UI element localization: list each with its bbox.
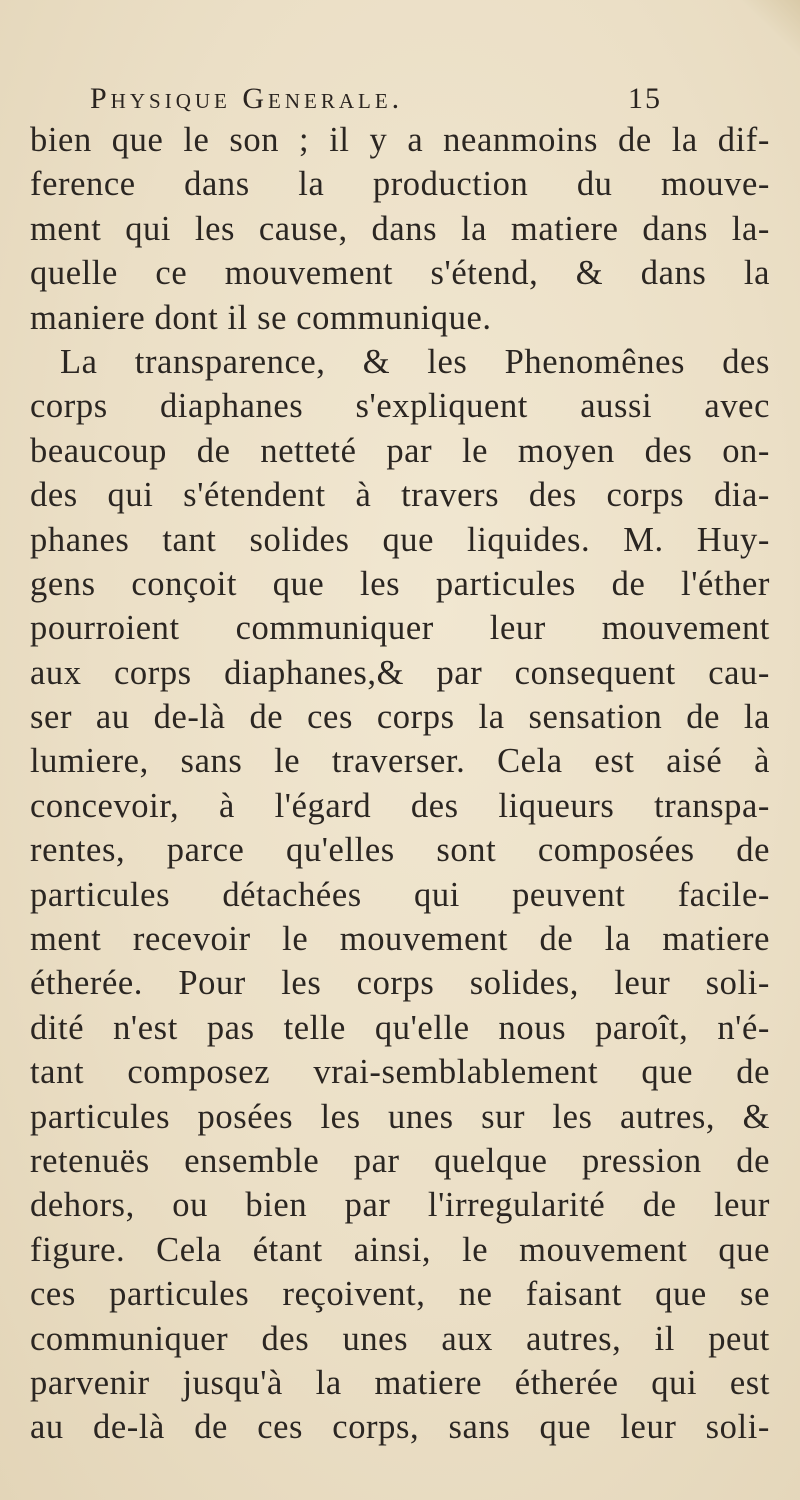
text-line: particules détachées qui peuvent facile- [30, 875, 770, 914]
text-line: corps diaphanes s'expliquent aussi avec [30, 387, 770, 426]
text-line: ment recevoir le mouvement de la matiere [30, 920, 770, 959]
running-head [90, 82, 660, 122]
text-line: phanes tant solides que liquides. M. Huy- [30, 520, 770, 559]
text-line: ces particules reçoivent, ne faisant que se [30, 1275, 770, 1314]
text-line: parvenir jusqu'à la matiere étherée qui est [30, 1363, 770, 1402]
text-line: des qui s'étendent à travers des corps dia- [30, 476, 770, 515]
text-line: figure. Cela étant ainsi, le mouvement que [30, 1230, 770, 1269]
running-title: Physique Generale. [90, 82, 404, 115]
text-line: aux corps diaphanes,& par consequent cau- [30, 653, 770, 692]
text-line: au de-là de ces corps, sans que leur soli- [30, 1408, 770, 1447]
text-line: communiquer des unes aux autres, il peut [30, 1319, 770, 1358]
text-line: maniere dont il se communique. [30, 298, 492, 337]
text-line: tant composez vrai-semblablement que de [30, 1053, 770, 1092]
text-line: concevoir, à l'égard des liqueurs transpa- [30, 786, 770, 825]
text-line: beaucoup de netteté par le moyen des on- [30, 431, 770, 470]
text-line: gens conçoit que les particules de l'éther [30, 564, 770, 603]
text-line: particules posées les unes sur les autres, & [30, 1097, 770, 1136]
text-line: bien que le son ; il y a neanmoins de la dif- [30, 121, 770, 159]
text-line: retenuës ensemble par quelque pression de [30, 1141, 770, 1180]
text-line: rentes, parce qu'elles sont composées de [30, 831, 770, 870]
text-line: étherée. Pour les corps solides, leur soli- [30, 964, 770, 1003]
text-line: dehors, ou bien par l'irregularité de leur [30, 1186, 770, 1225]
text-line: ment qui les cause, dans la matiere dans la- [30, 209, 770, 248]
text-line: La transparence, & les Phenomênes des [60, 342, 770, 381]
text-line: ser au de-là de ces corps la sensation de la [30, 698, 770, 737]
text-line: pourroient communiquer leur mouvement [30, 609, 770, 648]
text-line: lumiere, sans le traverser. Cela est aisé à [30, 742, 770, 781]
text-line: quelle ce mouvement s'étend, & dans la [30, 254, 770, 293]
page-number: 15 [628, 82, 662, 115]
page-corner-fold [740, 0, 800, 60]
text-line: ference dans la production du mouve- [30, 165, 770, 204]
text-line: dité n'est pas telle qu'elle nous paroît, n'é- [30, 1008, 770, 1047]
body-text [30, 118, 770, 1450]
